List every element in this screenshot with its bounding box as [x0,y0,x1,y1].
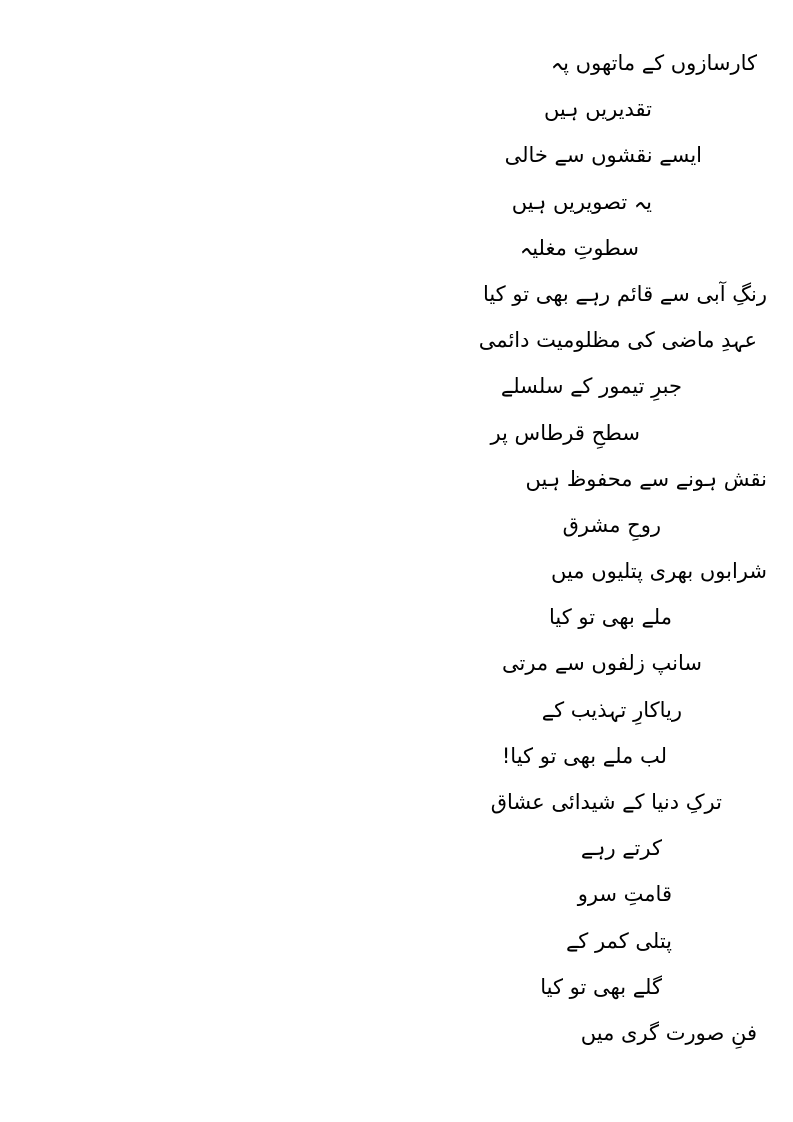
poem-line: سطوتِ مغلیہ [519,235,639,260]
poem-line: گلے بھی تو کیا [540,974,662,999]
poem-line: تقدیریں ہیں [543,97,652,122]
poem-line: رنگِ آبی سے قائم رہے بھی تو کیا [482,281,767,306]
poem-line: فنِ صورت گری میں [580,1020,757,1045]
poem-line: قامتِ سرو [577,882,672,907]
poem-line: ریاکارِ تہذیب کے [541,697,682,722]
poem-line: شرابوں بھری پتلیوں میں [550,559,767,584]
poem-line: روحِ مشرق [562,512,661,537]
poem-line: سطحِ قرطاس پر [490,420,640,445]
poem-line: لب ملے بھی تو کیا! [501,743,667,768]
poem-line: ملے بھی تو کیا [549,605,672,630]
poem-line: کرتے رہے [580,836,662,861]
poem-line: پتلی کمر کے [565,928,672,953]
poem-line: کارسازوں کے ماتھوں پہ [550,51,757,75]
poem-line: سانپ زلفوں سے مرتی [501,651,702,676]
poem-line: جبرِ تیمور کے سلسلے [500,374,682,399]
poem-line: عہدِ ماضی کی مظلومیت دائمی [478,328,757,353]
poem [0,40,793,1056]
poem-line: نقش ہونے سے محفوظ ہیں [525,466,767,491]
poem-line: یہ تصویریں ہیں [511,189,652,214]
poem-line: ترکِ دنیا کے شیدائی عشاق [490,790,722,814]
poem-line: ایسے نقشوں سے خالی [504,143,702,168]
